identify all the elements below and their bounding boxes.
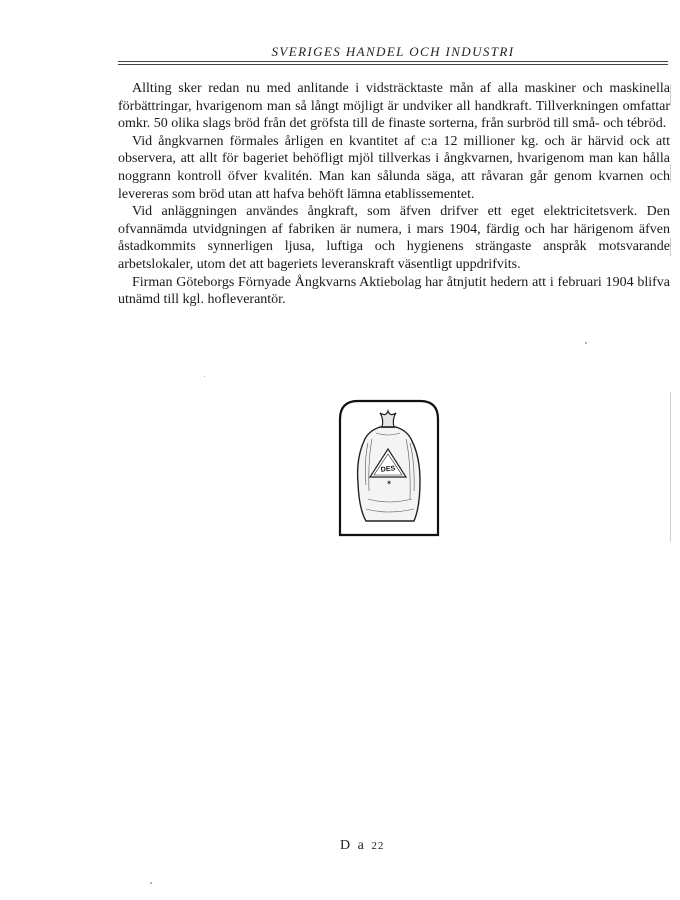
header-rule-top — [118, 61, 668, 62]
paper-speck — [204, 376, 205, 377]
paragraph-2: Vid ångkvarnen förmales årligen en kvantitet af c:a 12 millioner kg. och är härvid ock att observera, att allt för bageriet behöfligt mjöl tillverkas i ångkvarnen, hvarigenom man kan hålla noggrann kontroll öfver kvalitén. Man kan sålunda säga, att råvaran går genom kvarnen och levereras som bröd utan att hafva behöft lämna etablissementet. — [118, 133, 670, 202]
flour-sack-icon — [338, 399, 440, 537]
paragraph-4: Firman Göteborgs Förnyade Ångkvarns Aktiebolag har åtnjutit hedern att i februari 1904 blifva utnämd till kgl. hofleverantör. — [118, 274, 670, 308]
emblem-label: DES — [380, 465, 396, 474]
margin-mark — [670, 84, 671, 106]
margin-mark — [670, 238, 671, 256]
signature-letter: D a — [340, 838, 366, 853]
body-text — [118, 80, 670, 309]
paragraph-3: Vid anläggningen användes ångkraft, som äfven drifver ett eget elektricitetsverk. Den ofvannämda utvidgningen af fabriken är numera, i mars 1904, färdig och har härigenom äfven åstadkommits synnerligen ljusa, luftiga och hygienens strängaste anspråk motsvarande arbetslokaler, utom det att bageriets leveranskraft väsentligt uppdrifvits. — [118, 204, 670, 272]
running-header: SVERIGES HANDEL OCH INDUSTRI — [271, 44, 515, 59]
svg-text:✶: ✶ — [386, 479, 392, 487]
flour-sack-trademark — [338, 399, 440, 537]
margin-mark — [670, 164, 671, 182]
paragraph-1: Allting sker redan nu med anlitande i vidsträcktaste mån af alla maskiner och maskinella förbättringar, hvarigenom man så långt möjligt är undviker all handkraft. Tillverkningen omfattar omkr. 50 olika slags bröd från det gröfsta till de finaste sorterna, från surbröd till små- och tébröd. — [118, 81, 670, 132]
paper-speck — [585, 342, 587, 344]
page-signature — [340, 838, 460, 854]
margin-mark — [670, 392, 671, 542]
header-rule-bottom — [118, 64, 668, 65]
paper-speck — [150, 882, 152, 884]
page-number: 22 — [371, 840, 385, 852]
